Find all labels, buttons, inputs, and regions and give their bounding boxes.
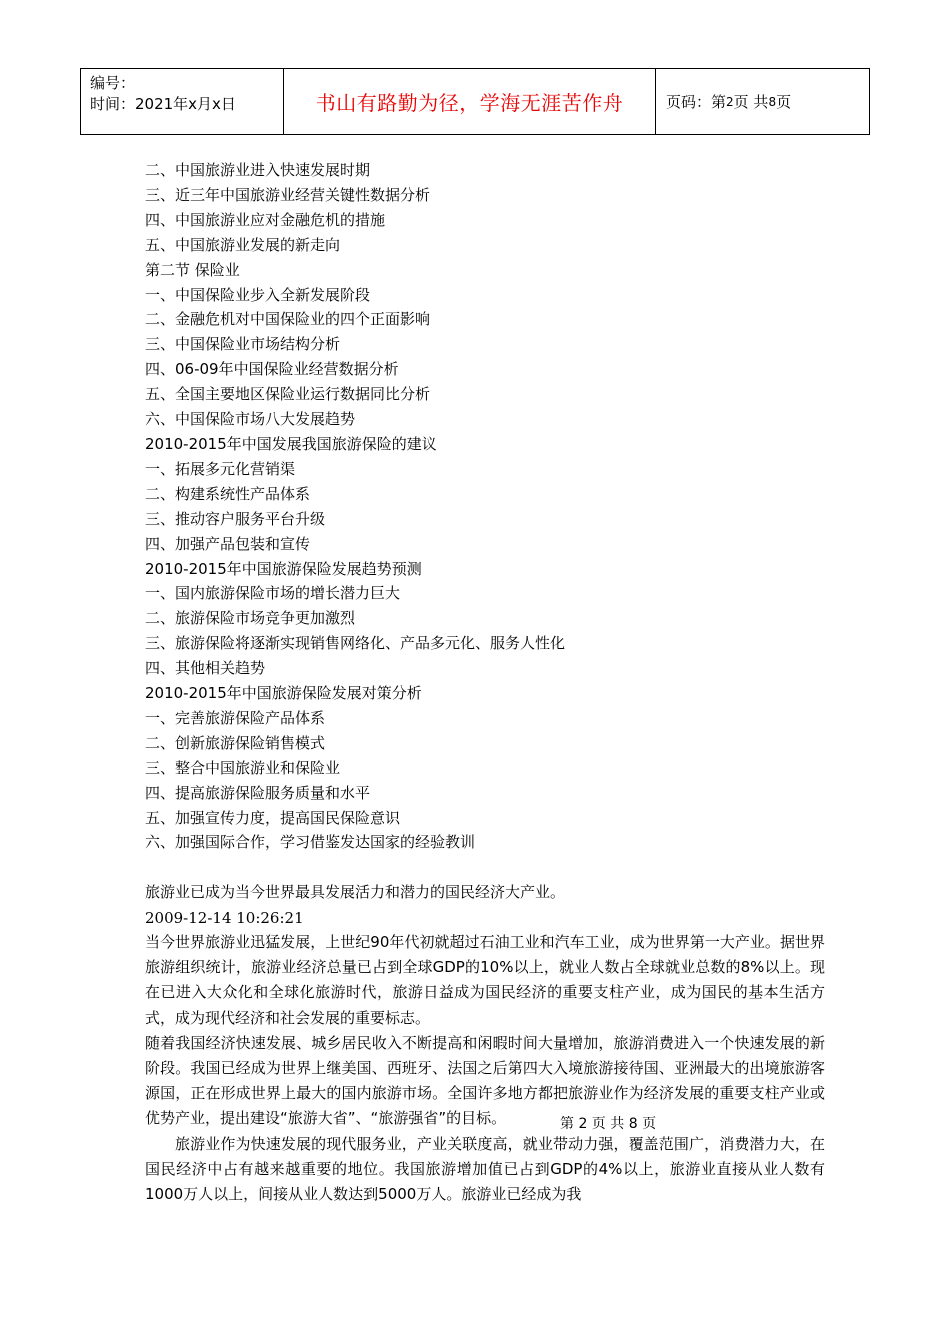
toc-item: 2010-2015年中国旅游保险发展趋势预测 [145,559,422,578]
serial-number-label: 编号： [90,74,136,92]
toc-item: 三、整合中国旅游业和保险业 [145,758,341,777]
page-suffix: 页 [776,93,792,111]
toc-item: 六、中国保险市场八大发展趋势 [145,410,356,429]
header-info [81,69,284,134]
toc-item: 三、中国保险业市场结构分析 [145,335,341,354]
toc-item: 四、提高旅游保险服务质量和水平 [145,783,371,802]
toc-item: 四、中国旅游业应对金融危机的措施 [145,210,386,229]
toc-item: 第二节 保险业 [145,260,240,279]
toc-item: 六、加强国际合作，学习借鉴发达国家的经验教训 [145,833,476,852]
page-mid: 页 共 [733,93,769,111]
page-total: 8 [768,94,777,109]
toc-item: 二、旅游保险市场竞争更加激烈 [145,609,356,628]
toc-item: 四、其他相关趋势 [145,659,266,678]
toc-item: 二、构建系统性产品体系 [145,484,311,503]
date-label: 时间：2021年x月x日 [90,95,236,113]
toc-item: 三、推动容户服务平台升级 [145,509,326,528]
toc-item: 五、中国旅游业发展的新走向 [145,235,341,254]
article-title: 旅游业已成为当今世界最具发展活力和潜力的国民经济大产业。 [145,883,566,901]
toc-item: 五、加强宣传力度，提高国民保险意识 [145,808,401,827]
page-current: 2 [726,94,734,109]
header-motto: 书山有路勤为径，学海无涯苦作舟 [284,69,656,134]
toc-item: 五、全国主要地区保险业运行数据同比分析 [145,385,431,404]
toc-item: 三、近三年中国旅游业经营关键性数据分析 [145,185,431,204]
toc-item: 三、旅游保险将逐渐实现销售网络化、产品多元化、服务人性化 [145,634,566,653]
article-paragraph: 随着我国经济快速发展、城乡居民收入不断提高和闲暇时间大量增加，旅游消费进入一个快速发展的新阶段。我国已经成为世界上继美国、西班牙、法国之后第四大入境旅游接待国、亚洲最大的出境旅游客源国，正在形成世界上最大的国内旅游市场。全国许多地方都把旅游业作为经济发展的重要支柱产业或优势产业，提出建设“旅游大省”、“旅游强省”的目标。 [145,1033,825,1128]
article-body [145,930,825,1207]
article-paragraph: 当今世界旅游业迅猛发展，上世纪90年代初就超过石油工业和汽车工业，成为世界第一大产业。据世界旅游组织统计，旅游业经济总量已占到全球GDP的10%以上，就业人数占全球就业总数的8%以上。现在已进入大众化和全球化旅游时代，旅游日益成为国民经济的重要支柱产业，成为国民的基本生活方式，成为现代经济和社会发展的重要标志。 [145,933,825,1027]
toc-item: 一、中国保险业步入全新发展阶段 [145,285,371,304]
header-page-number [656,69,869,134]
toc-item: 四、加强产品包装和宣传 [145,534,311,553]
toc-item: 二、金融危机对中国保险业的四个正面影响 [145,310,431,329]
toc-item: 一、国内旅游保险市场的增长潜力巨大 [145,584,401,603]
toc-item: 二、中国旅游业进入快速发展时期 [145,161,371,179]
article-paragraph: 旅游业作为快速发展的现代服务业，产业关联度高，就业带动力强，覆盖范围广，消费潜力大，在国民经济中占有越来越重要的地位。我国旅游增加值已占到GDP的4%以上，旅游业直接从业人数有1000万人以上，间接从业人数达到5000万人。旅游业已经成为我 [145,1134,825,1204]
article-datetime: 2009-12-14 10:26:21 [145,909,304,927]
toc-item: 一、完善旅游保险产品体系 [145,708,326,727]
toc-item: 2010-2015年中国发展我国旅游保险的建议 [145,434,437,453]
page-header [80,68,870,135]
toc-item: 2010-2015年中国旅游保险发展对策分析 [145,684,422,703]
toc-item: 一、拓展多元化营销渠 [145,459,296,478]
table-of-contents [145,158,565,855]
page-footer: 第 2 页 共 8 页 [560,1116,657,1132]
toc-item: 二、创新旅游保险销售模式 [145,733,326,752]
page-prefix: 页码：第 [666,93,727,111]
toc-item: 四、06-09年中国保险业经营数据分析 [145,360,399,379]
